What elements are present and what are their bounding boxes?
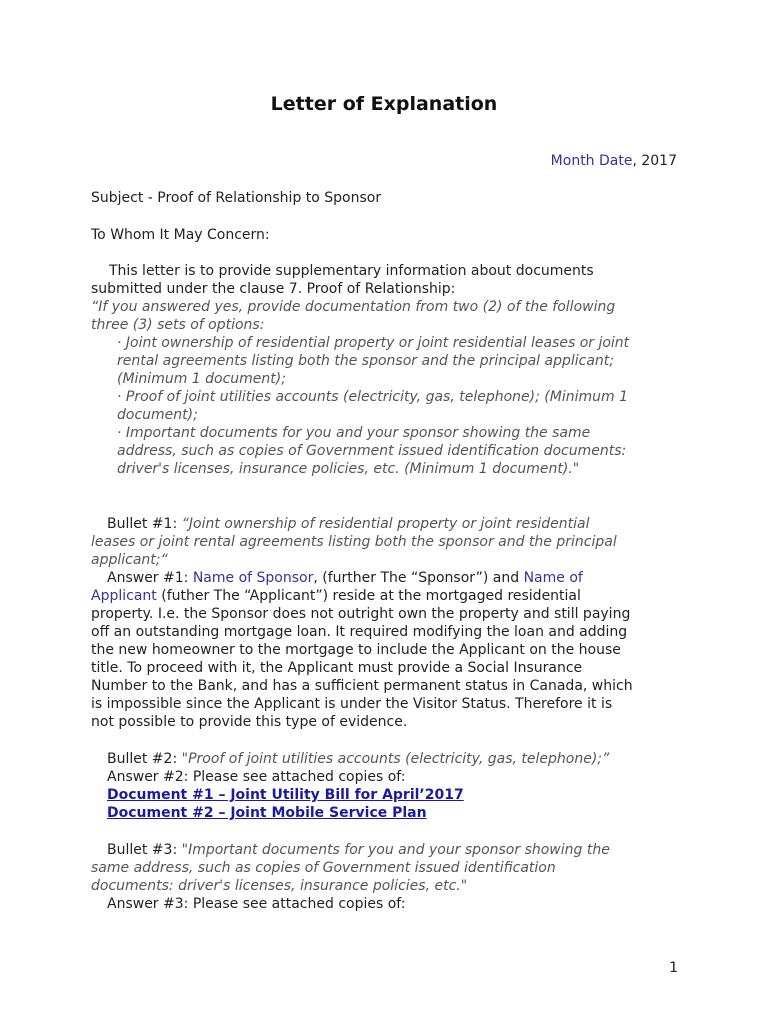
date-year: , 2017 — [632, 153, 677, 169]
sponsor-name-placeholder: Name of Sponsor — [192, 570, 314, 586]
answer-1-line-8: is impossible since the Applicant is under the Visitor Status. Therefore it is — [91, 696, 613, 712]
answer-3: Answer #3: Please see attached copies of: — [107, 896, 406, 912]
salutation: To Whom It May Concern: — [91, 227, 270, 243]
bullet-2-label: Bullet #2: — [107, 751, 182, 767]
answer-1-line-4: off an outstanding mortgage loan. It required modifying the loan and adding — [91, 624, 628, 640]
option-2-line-2: document); — [117, 407, 198, 423]
option-3-line-3: driver's licenses, insurance policies, etc. (Minimum 1 document)." — [117, 461, 580, 477]
bullet-3-label: Bullet #3: — [107, 842, 182, 858]
bullet-1-line-1 — [107, 515, 589, 533]
answer-1-line-6: title. To proceed with it, the Applicant must provide a Social Insurance — [91, 660, 583, 676]
bullet-2-quote: "Proof of joint utilities accounts (electricity, gas, telephone);” — [181, 751, 610, 767]
answer-1-line-1 — [107, 569, 583, 587]
intro-quote-line-2: three (3) sets of options: — [91, 317, 265, 333]
option-3-line-2: address, such as copies of Government issued identification documents: — [117, 443, 627, 459]
document-2-link[interactable]: Document #2 – Joint Mobile Service Plan — [107, 805, 427, 821]
bullet-1-label: Bullet #1: — [107, 516, 182, 532]
bullet-1-quote-1: “Joint ownership of residential property or joint residential — [181, 516, 590, 532]
bullet-3-quote-1: "Important documents for you and your sponsor showing the — [181, 842, 610, 858]
subject-line: Subject - Proof of Relationship to Sponsor — [91, 190, 382, 206]
answer-1-line-7: Number to the Bank, and has a sufficient permanent status in Canada, which — [91, 678, 633, 694]
intro-line-2: submitted under the clause 7. Proof of Relationship: — [91, 281, 456, 297]
bullet-3-quote-2: same address, such as copies of Government issued identification — [91, 860, 556, 876]
option-1-line-2: rental agreements listing both the sponsor and the principal applicant; — [117, 353, 614, 369]
document-1-row — [107, 786, 464, 804]
option-2-line-1: · Proof of joint utilities accounts (electricity, gas, telephone); (Minimum 1 — [117, 389, 628, 405]
answer-1-line-3: property. I.e. the Sponsor does not outright own the property and still paying — [91, 606, 631, 622]
option-3-line-1: · Important documents for you and your sponsor showing the same — [117, 425, 591, 441]
page-number: 1 — [669, 960, 678, 976]
answer-1-line-2-rest: (futher The “Applicant”) reside at the mortgaged residential — [156, 588, 581, 604]
answer-1-label: Answer #1: — [107, 570, 193, 586]
applicant-name-placeholder-1: Name of — [523, 570, 583, 586]
answer-2: Answer #2: Please see attached copies of: — [107, 769, 406, 785]
document-2-row — [107, 804, 427, 822]
answer-1-mid: , (further The “Sponsor”) and — [313, 570, 524, 586]
bullet-3-quote-3: documents: driver's licenses, insurance policies, etc." — [91, 878, 468, 894]
bullet-1-quote-2: leases or joint rental agreements listing both the sponsor and the principal — [91, 534, 617, 550]
bullet-3-line-1 — [107, 841, 610, 859]
applicant-name-placeholder-2: Applicant — [91, 588, 157, 604]
intro-line-1: This letter is to provide supplementary information about documents — [109, 263, 594, 279]
page-title: Letter of Explanation — [270, 93, 498, 115]
letter-date — [551, 153, 677, 169]
answer-1-line-2 — [91, 587, 581, 605]
answer-1-line-9: not possible to provide this type of evidence. — [91, 714, 408, 730]
bullet-2-line — [107, 750, 609, 768]
option-1-line-1: · Joint ownership of residential property or joint residential leases or joint — [117, 335, 630, 351]
answer-1-line-5: the new homeowner to the mortgage to include the Applicant on the house — [91, 642, 621, 658]
intro-quote-line-1: “If you answered yes, provide documentation from two (2) of the following — [91, 299, 616, 315]
bullet-1-quote-3: applicant;“ — [91, 552, 168, 568]
option-1-line-3: (Minimum 1 document); — [117, 371, 286, 387]
document-1-link[interactable]: Document #1 – Joint Utility Bill for April’2017 — [107, 787, 464, 803]
date-placeholder: Month Date — [550, 153, 633, 169]
